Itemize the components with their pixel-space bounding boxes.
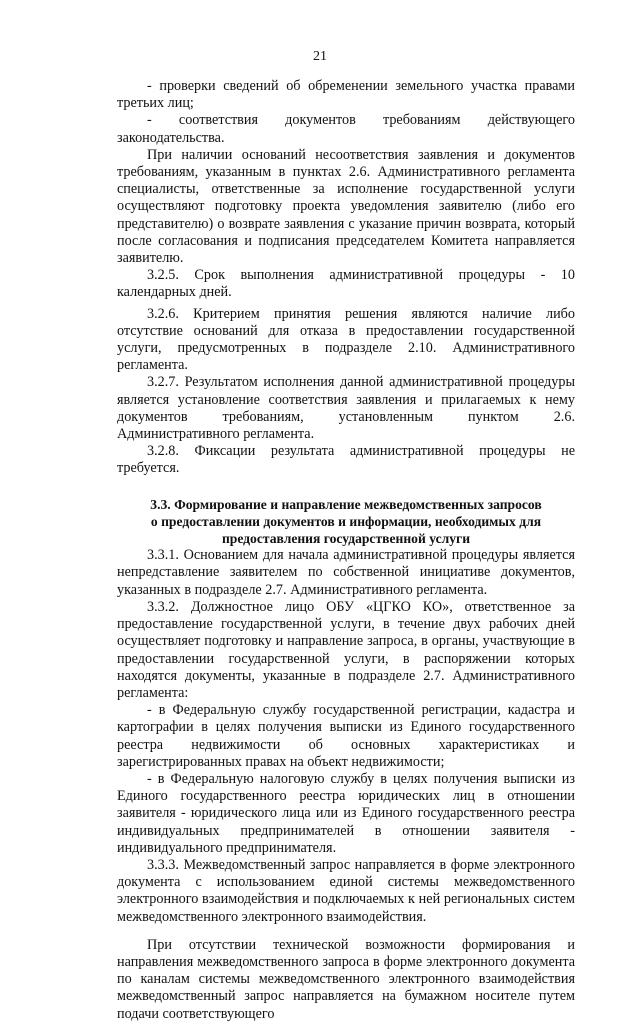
paragraph-3-3-3: 3.3.3. Межведомственный запрос направляется в форме электронного документа с использованием единой системы межведомственного электронного взаимодействия и подключаемых к ней региональных систем межведомственного электронного взаимодействия. [117, 856, 575, 925]
page-number: 21 [313, 49, 327, 64]
heading-line: о предоставлении документов и информации, необходимых для [150, 513, 542, 529]
paragraph-encumbrance-check: - проверки сведений об обременении земельного участка правами третьих лиц; [117, 78, 575, 112]
heading-line: 3.3. Формирование и направление межведомственных запросов [150, 496, 542, 512]
section-heading-3-3 [117, 496, 575, 548]
document-body [117, 78, 575, 1023]
paragraph-paper-request: При отсутствии технической возможности формирования и направления межведомственного запроса в форме электронного документа по каналам системы межведомственного электронного взаимодействия межведомственный запрос направляется на бумажном носителе путем подачи соответствующего [117, 936, 575, 1022]
paragraph-3-3-2: 3.3.2. Должностное лицо ОБУ «ЦГКО КО», ответственное за предоставление государственной услуги, в течение двух рабочих дней осуществляет подготовку и направление запроса, в органы, участвующие в предоставлении государственной услуги, в распоряжении которых находятся документы, указанные в подразделе 2.7. Административного регламента: [117, 598, 575, 701]
paragraph-legislation-compliance: - соответствия документов требованиям действующего законодательства. [117, 112, 575, 146]
heading-line: предоставления государственной услуги [221, 531, 471, 547]
paragraph-3-2-8: 3.2.8. Фиксации результата административной процедуры не требуется. [117, 443, 575, 477]
paragraph-3-2-7: 3.2.7. Результатом исполнения данной административной процедуры является установление соответствия заявления и прилагаемых к нему документов требованиям, установленным пунктом 2.6. Административного регламента. [117, 374, 575, 443]
paragraph-3-2-5: 3.2.5. Срок выполнения административной процедуры - 10 календарных дней. [117, 267, 575, 301]
paragraph-rosreestr-request: - в Федеральную службу государственной регистрации, кадастра и картографии в целях получения выписки из Единого государственного реестра недвижимости об основных характеристиках и зарегистрированных правах на объект недвижимости; [117, 702, 575, 770]
paragraph-3-2-6: 3.2.6. Критерием принятия решения являются наличие либо отсутствие оснований для отказа в предоставлении государственной услуги, предусмотренных в подразделе 2.10. Административного регламента. [117, 305, 575, 374]
paragraph-return-notice: При наличии оснований несоответствия заявления и документов требованиям, указанным в пунктах 2.6. Административного регламента специалисты, ответственные за исполнение государственной услуги осуществляют подготовку проекта уведомления заявителю (либо его представителю) о возврате заявления с указание причин возврата, который после согласования и подписания председателем Комитета направляется заявителю. [117, 146, 575, 267]
paragraph-3-3-1: 3.3.1. Основанием для начала административной процедуры является непредставление заявителем по собственной инициативе документов, указанных в подразделе 2.7. Административного регламента. [117, 547, 575, 598]
paragraph-tax-service-request: - в Федеральную налоговую службу в целях получения выписки из Единого государственного реестра юридических лиц в отношении заявителя - юридического лица или из Единого государственного реестра индивидуальных предпринимателей в отношении заявителя - индивидуального предпринимателя. [117, 770, 575, 856]
